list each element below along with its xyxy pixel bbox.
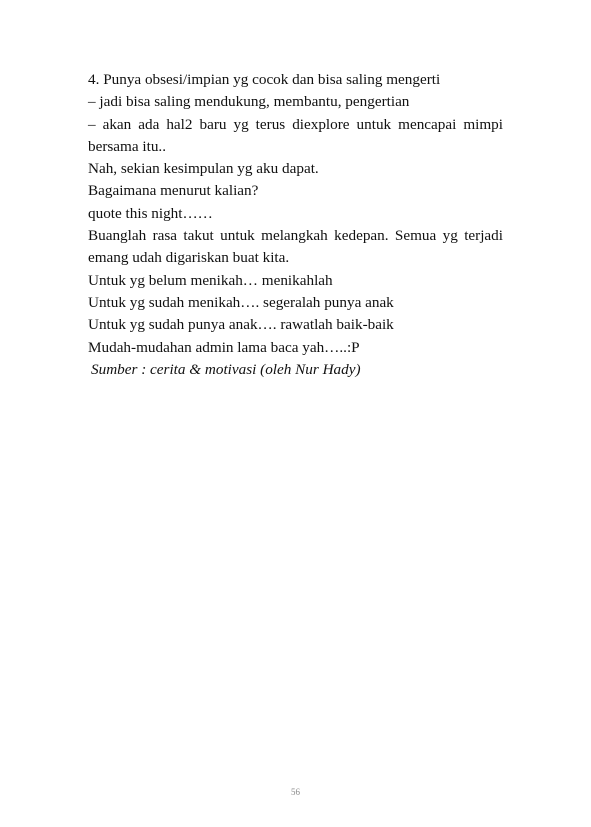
paragraph-mendukung: – jadi bisa saling mendukung, membantu, pengertian [88,93,410,111]
paragraph-belum-menikah: Untuk yg belum menikah… menikahlah [88,271,333,289]
paragraph-kesimpulan: Nah, sekian kesimpulan yg aku dapat. [88,160,319,178]
paragraph-sudah-menikah: Untuk yg sudah menikah…. segeralah punya anak [88,293,394,311]
paragraph-explore: – akan ada hal2 baru yg terus diexplore untuk mencapai mimpi bersama itu.. [88,115,503,155]
paragraph-penutup: Mudah-mudahan admin lama baca yah…..:P [88,338,360,356]
paragraph-obsesi: 4. Punya obsesi/impian yg cocok dan bisa saling mengerti [88,71,441,88]
paragraph-punya-anak: Untuk yg sudah punya anak…. rawatlah baik-baik [88,316,394,334]
paragraph-quote: Buanglah rasa takut untuk melangkah kedepan. Semua yg terjadi emang udah digariskan buat kita. [88,227,503,267]
body-text [88,69,503,381]
source-citation: Sumber : cerita & motivasi (oleh Nur Hady) [91,360,361,378]
paragraph-pertanyaan: Bagaimana menurut kalian? [88,182,259,200]
page-number: 56 [291,787,300,797]
paragraph-quote-intro: quote this night…… [88,204,213,222]
